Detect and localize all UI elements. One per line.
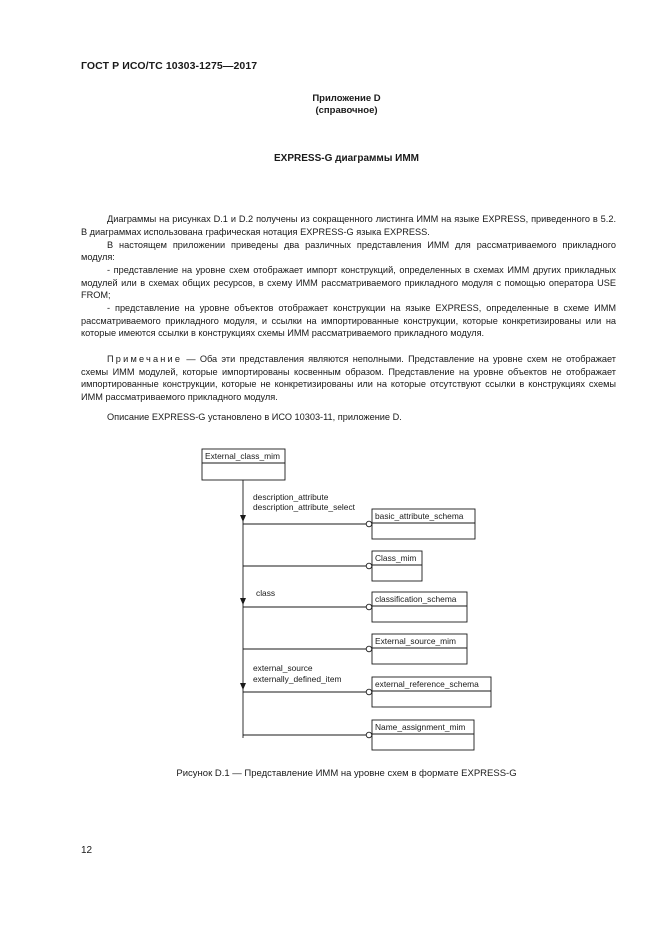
paragraph-express-g-ref: Описание EXPRESS-G установлено в ИСО 10303-11, приложение D. — [107, 412, 402, 422]
annex-subtitle: (справочное) — [315, 105, 378, 116]
schema-label-external-reference: external_reference_schema — [375, 679, 479, 689]
schema-label-classification: classification_schema — [375, 594, 457, 604]
annex-title: Приложение D — [312, 93, 381, 104]
reference-arrow-3 — [240, 683, 246, 690]
paragraph-intro: Диаграммы на рисунках D.1 и D.2 получены из сокращенного листинга ИММ на языке EXPRESS, приведенного в 5.2. В диаграммах использована графическая нотация EXPRESS-G языка EXPRESS. — [81, 214, 616, 237]
label-description-attribute: description_attribute — [253, 492, 329, 502]
label-class: class — [256, 588, 276, 598]
figure-caption: Рисунок D.1 — Представление ИММ на уровне схем в формате EXPRESS-G — [176, 768, 517, 779]
reference-arrow-1 — [240, 515, 246, 522]
paragraph-entity-level: - представление на уровне объектов отображает конструкции на языке EXPRESS, определенные в схеме ИММ рассматриваемого прикладного модуля, и ссылки на импортированные конструкции, которые конкретизированы или на которые имеются ссылки в конструкциях схемы ИММ рассматриваемого прикладного модуля. — [81, 303, 616, 339]
label-description-attribute-select: description_attribute_select — [253, 502, 355, 512]
note-label: Примечание — [107, 354, 183, 364]
document-header: ГОСТ Р ИСО/ТС 10303-1275—2017 — [81, 60, 258, 72]
paragraph-representations: В настоящем приложении приведены два различных представления ИММ для рассматриваемого прикладного модуля: — [81, 239, 616, 263]
note-text: — Оба эти представления являются неполными. Представление на уровне схем не отображает схемы ИММ модулей, которые импортированы косвенным образом. Представление на уровне объектов не отображает импортированные конструкции, которые не конкретизированы или на которые отсутствуют ссылки в конструкциях схемы ИММ рассматриваемого прикладного модуля. — [81, 354, 616, 402]
schema-label-basic-attribute: basic_attribute_schema — [375, 511, 464, 521]
schema-label-name-assignment-mim: Name_assignment_mim — [375, 722, 466, 732]
reference-arrow-2 — [240, 598, 246, 605]
label-externally-defined-item: externally_defined_item — [253, 674, 342, 684]
schema-label-external-source-mim: External_source_mim — [375, 636, 456, 646]
paragraph-schema-level: - представление на уровне схем отображает импорт конструкций, определенных в схемах ИММ других прикладных модулей или в схемах общих ресурсов, в схему ИММ рассматриваемого прикладного модуля с помощью оператора USE FROM; — [81, 265, 616, 301]
label-external-source: external_source — [253, 663, 313, 673]
root-schema-label: External_class_mim — [205, 451, 280, 461]
schema-label-class-mim: Class_mim — [375, 553, 417, 563]
page-number: 12 — [81, 845, 93, 856]
section-title: EXPRESS-G диаграммы ИММ — [274, 153, 419, 164]
